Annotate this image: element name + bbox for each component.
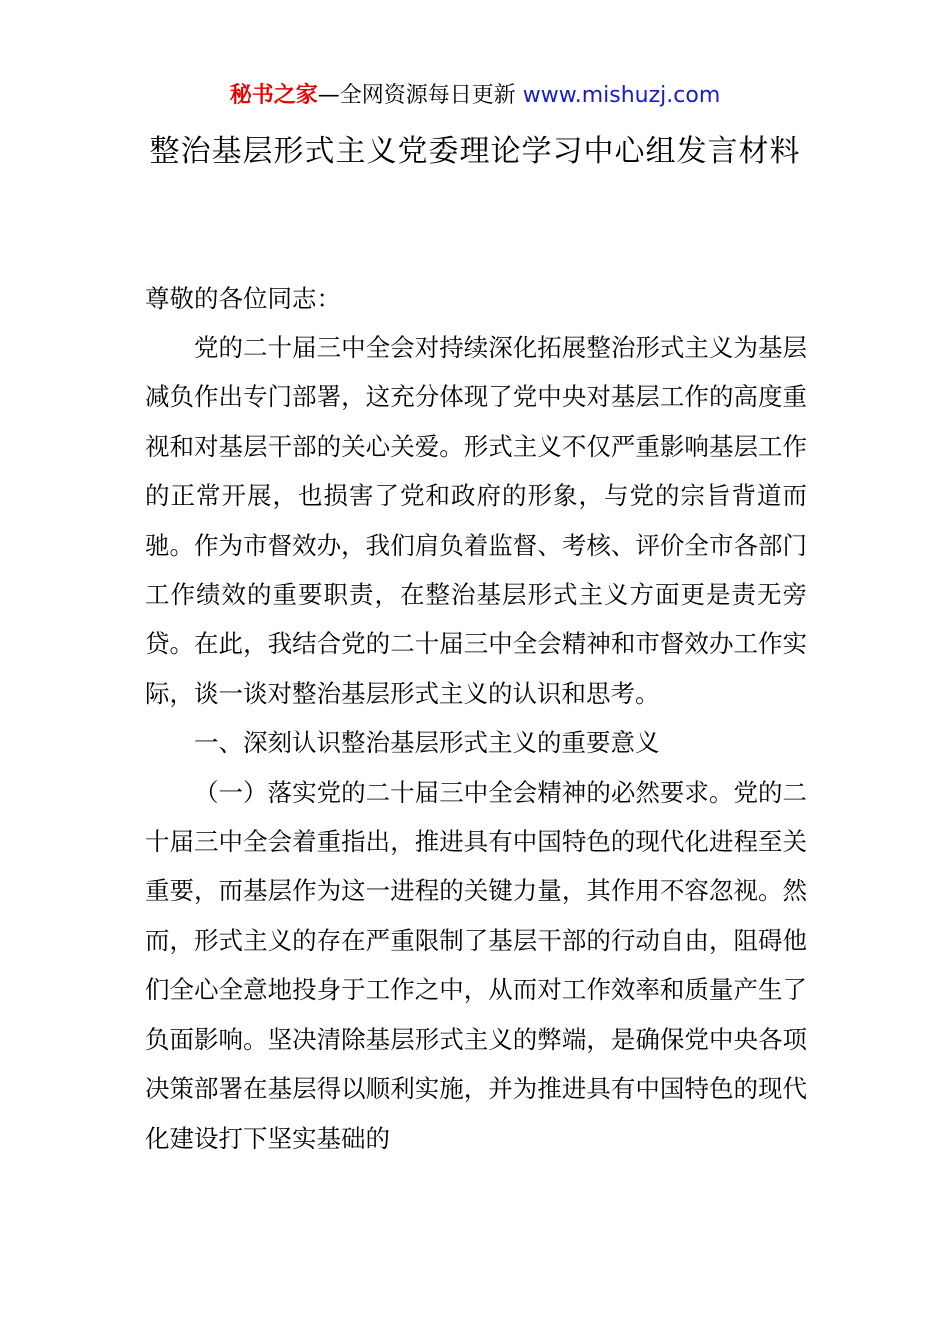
site-url-link[interactable]: www.mishuzj.com: [522, 83, 721, 108]
document-body: [145, 323, 807, 1163]
site-tagline: —全网资源每日更新: [317, 83, 523, 108]
site-header: [0, 80, 950, 112]
section-heading: 一、深刻认识整治基层形式主义的重要意义: [194, 728, 660, 758]
paragraph-intro: 党的二十届三中全会对持续深化拓展整治形式主义为基层减负作出专门部署，这充分体现了党中央对基层工作的高度重视和对基层干部的关心关爱。形式主义不仅严重影响基层工作的正常开展，也损害了党和政府的形象，与党的宗旨背道而驰。作为市督效办，我们肩负着监督、考核、评价全市各部门工作绩效的重要职责，在整治基层形式主义方面更是责无旁贷。在此，我结合党的二十届三中全会精神和市督效办工作实际，谈一谈对整治基层形式主义的认识和思考。: [145, 333, 807, 708]
salutation: 尊敬的各位同志：: [145, 284, 341, 313]
site-brand: 秘书之家: [229, 83, 318, 108]
paragraph-subsection: （一）落实党的二十届三中全会精神的必然要求。党的二十届三中全会着重指出，推进具有中国特色的现代化进程至关重要，而基层作为这一进程的关键力量，其作用不容忽视。然而，形式主义的存在严重限制了基层干部的行动自由，阻碍他们全心全意地投身于工作之中，从而对工作效率和质量产生了负面影响。坚决清除基层形式主义的弊端，是确保党中央各项决策部署在基层得以顺利实施，并为推进具有中国特色的现代化建设打下坚实基础的: [145, 777, 807, 1153]
document-title: 整治基层形式主义党委理论学习中心组发言材料: [149, 134, 801, 169]
